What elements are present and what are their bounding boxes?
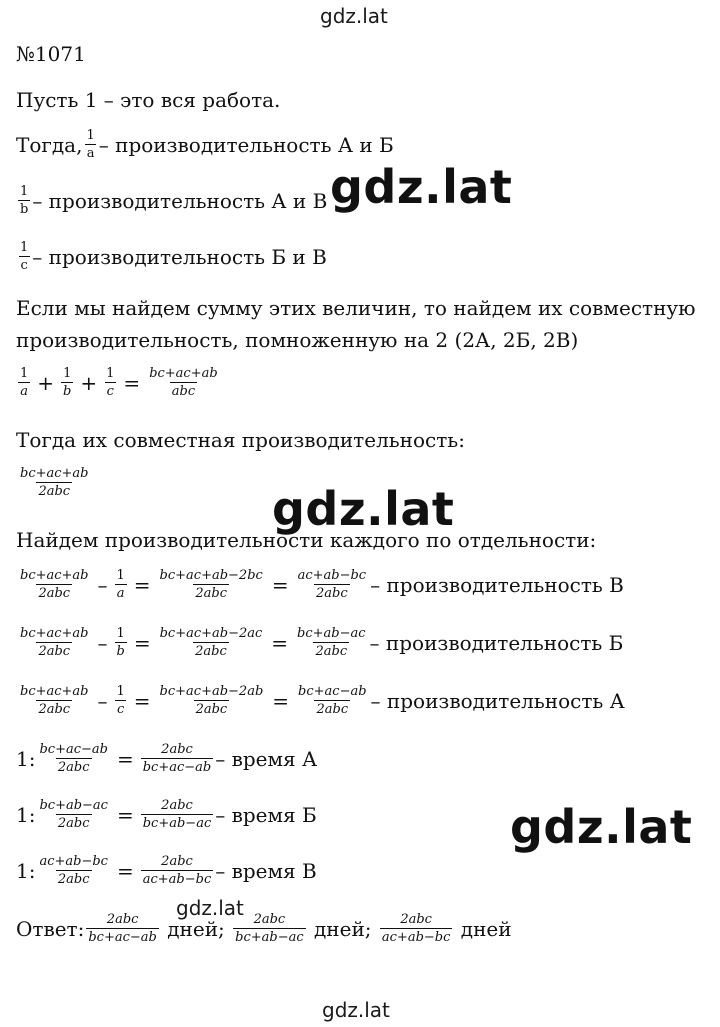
paragraph-line-1: Если мы найдем сумму этих величин, то найдем их совместную bbox=[16, 296, 696, 320]
equals-sign: = bbox=[133, 572, 151, 597]
fraction-numerator: 1 bbox=[20, 240, 29, 255]
fraction-denominator: 2abc bbox=[195, 702, 228, 717]
fraction-denominator: 2abc bbox=[315, 644, 348, 659]
watermark-answer: gdz.lat bbox=[176, 896, 244, 920]
frac-productivity bbox=[37, 854, 110, 887]
fraction-numerator: 2abc bbox=[161, 742, 193, 757]
time-prefix: 1: bbox=[16, 858, 36, 883]
fraction-denominator: ac+ab−bc bbox=[142, 872, 212, 887]
time-row bbox=[16, 854, 317, 887]
sum-fraction-c bbox=[104, 366, 116, 399]
equals-sign: = bbox=[272, 688, 290, 713]
fraction-numerator: 1 bbox=[63, 366, 72, 381]
fraction-numerator: 2abc bbox=[161, 854, 193, 869]
time-label: – время Б bbox=[215, 802, 317, 827]
each-label: Найдем производительности каждого по отдельности: bbox=[16, 528, 597, 552]
equals-sign: = bbox=[116, 858, 134, 883]
fraction-denominator: 2abc bbox=[57, 760, 90, 775]
frac-productivity bbox=[37, 742, 110, 775]
watermark-mid-3: gdz.lat bbox=[510, 800, 693, 854]
answer-fraction-a bbox=[86, 912, 159, 945]
fraction-denominator: ac+ab−bc bbox=[381, 930, 451, 945]
equals-sign: = bbox=[133, 688, 151, 713]
answer-unit: дней; bbox=[307, 916, 378, 941]
time-label: – время А bbox=[215, 746, 318, 771]
fraction-numerator: bc+ac−ab bbox=[298, 684, 367, 699]
joint-fraction-line bbox=[16, 466, 93, 499]
time-row bbox=[16, 742, 317, 775]
fraction-numerator: bc+ac+ab−2bc bbox=[159, 568, 263, 583]
frac-time bbox=[141, 742, 214, 775]
fraction-numerator: bc+ac+ab bbox=[20, 466, 89, 481]
fraction-numerator: ac+ab−bc bbox=[39, 854, 108, 869]
fraction-denominator: bc+ac−ab bbox=[88, 930, 157, 945]
fraction-numerator: 1 bbox=[86, 128, 95, 143]
fraction-numerator: bc+ac+ab bbox=[20, 626, 89, 641]
frac-time bbox=[141, 854, 214, 887]
fraction-denominator: a bbox=[86, 146, 95, 161]
frac-joint bbox=[18, 684, 91, 717]
frac-intermediate bbox=[158, 626, 265, 659]
fraction-numerator: 1 bbox=[20, 366, 29, 381]
fraction-denominator: c bbox=[20, 258, 28, 273]
fraction-numerator: ac+ab−bc bbox=[297, 568, 367, 583]
joint-fraction bbox=[18, 466, 91, 499]
minus-sign: – bbox=[97, 688, 108, 713]
minus-sign: – bbox=[97, 630, 108, 655]
answer-prefix: Ответ: bbox=[16, 916, 85, 941]
fraction-1-over-a bbox=[84, 128, 96, 161]
frac-result bbox=[296, 568, 369, 601]
line3-suffix: – производительность А и В bbox=[32, 188, 328, 213]
answer-unit: дней; bbox=[160, 916, 232, 941]
productivity-row bbox=[16, 684, 625, 717]
fraction-denominator: abc bbox=[171, 384, 196, 399]
fraction-denominator: b bbox=[63, 384, 72, 399]
fraction-denominator: c bbox=[117, 702, 125, 717]
fraction-denominator: bc+ac−ab bbox=[142, 760, 212, 775]
frac-result bbox=[296, 684, 369, 717]
frac-time bbox=[141, 798, 214, 831]
time-label: – время В bbox=[215, 858, 317, 883]
fraction-numerator: 1 bbox=[20, 184, 29, 199]
time-prefix: 1: bbox=[16, 802, 36, 827]
frac-intermediate bbox=[158, 684, 266, 717]
fraction-denominator: 2abc bbox=[38, 702, 71, 717]
fraction-denominator: 2abc bbox=[38, 484, 71, 499]
joint-label: Тогда их совместная производительность: bbox=[16, 428, 465, 452]
fraction-numerator: 2abc bbox=[106, 912, 139, 927]
frac-intermediate bbox=[158, 568, 265, 601]
fraction-denominator: 2abc bbox=[316, 586, 348, 601]
answer-fraction-b bbox=[233, 912, 306, 945]
fraction-denominator: a bbox=[20, 384, 29, 399]
sum-result-fraction bbox=[147, 366, 220, 399]
fraction-numerator: bc+ac−ab bbox=[39, 742, 108, 757]
fraction-denominator: b bbox=[20, 202, 29, 217]
equals-sign: = bbox=[271, 630, 289, 655]
fraction-denominator: c bbox=[106, 384, 114, 399]
answer-unit: дней bbox=[454, 916, 512, 941]
fraction-denominator: a bbox=[116, 586, 125, 601]
frac-result bbox=[295, 626, 368, 659]
plus-sign: + bbox=[37, 370, 55, 395]
fraction-numerator: bc+ac+ab bbox=[20, 568, 89, 583]
sum-fraction-b bbox=[61, 366, 73, 399]
fraction-denominator: b bbox=[116, 644, 125, 659]
line4-suffix: – производительность Б и В bbox=[32, 244, 327, 269]
equals-sign: = bbox=[271, 572, 289, 597]
statement-line-4 bbox=[16, 240, 327, 273]
sum-fraction-a bbox=[18, 366, 30, 399]
fraction-numerator: bc+ab−ac bbox=[39, 798, 108, 813]
fraction-numerator: bc+ac+ab−2ab bbox=[159, 684, 264, 699]
fraction-numerator: bc+ac+ab bbox=[20, 684, 89, 699]
watermark-mid-1: gdz.lat bbox=[330, 160, 513, 214]
answer-fraction-c bbox=[380, 912, 453, 945]
productivity-row bbox=[16, 626, 623, 659]
frac-productivity bbox=[37, 798, 110, 831]
fraction-denominator: 2abc bbox=[195, 586, 227, 601]
frac-single bbox=[115, 684, 127, 717]
equals-sign: = bbox=[123, 370, 141, 395]
statement-line-3 bbox=[16, 184, 327, 217]
time-prefix: 1: bbox=[16, 746, 36, 771]
time-row bbox=[16, 798, 317, 831]
fraction-numerator: 1 bbox=[116, 568, 125, 583]
fraction-numerator: 2abc bbox=[400, 912, 432, 927]
fraction-numerator: 2abc bbox=[161, 798, 193, 813]
frac-joint bbox=[18, 626, 91, 659]
fraction-numerator: 2abc bbox=[253, 912, 286, 927]
problem-number: №1071 bbox=[16, 42, 86, 66]
equals-sign: = bbox=[116, 746, 134, 771]
row-label: – производительность А bbox=[370, 688, 625, 713]
fraction-denominator: 2abc bbox=[316, 702, 349, 717]
fraction-denominator: 2abc bbox=[57, 872, 90, 887]
answer-line bbox=[16, 912, 512, 945]
paragraph-line-2: производительность, помноженную на 2 (2А, 2Б, 2В) bbox=[16, 328, 579, 352]
fraction-numerator: 1 bbox=[116, 626, 125, 641]
fraction-numerator: bc+ac+ab−2ac bbox=[159, 626, 263, 641]
minus-sign: – bbox=[97, 572, 108, 597]
line2-prefix: Тогда, bbox=[16, 132, 83, 157]
fraction-denominator: 2abc bbox=[38, 644, 71, 659]
fraction-numerator: 1 bbox=[116, 684, 125, 699]
fraction-1-over-b bbox=[18, 184, 30, 217]
row-label: – производительность Б bbox=[369, 630, 624, 655]
fraction-denominator: bc+ab−ac bbox=[142, 816, 212, 831]
fraction-denominator: 2abc bbox=[195, 644, 227, 659]
plus-sign: + bbox=[80, 370, 98, 395]
productivity-row bbox=[16, 568, 624, 601]
frac-single bbox=[115, 568, 127, 601]
fraction-numerator: bc+ab−ac bbox=[297, 626, 366, 641]
fraction-numerator: bc+ac+ab bbox=[149, 366, 218, 381]
statement-line-1: Пусть 1 – это вся работа. bbox=[16, 88, 281, 112]
watermark-bottom: gdz.lat bbox=[322, 998, 390, 1022]
fraction-1-over-c bbox=[18, 240, 30, 273]
fraction-numerator: 1 bbox=[106, 366, 115, 381]
sum-equation bbox=[16, 366, 222, 399]
row-label: – производительность В bbox=[370, 572, 624, 597]
statement-line-2 bbox=[16, 128, 394, 161]
fraction-denominator: 2abc bbox=[38, 586, 71, 601]
equals-sign: = bbox=[116, 802, 134, 827]
watermark-top: gdz.lat bbox=[320, 4, 388, 28]
watermark-mid-2: gdz.lat bbox=[272, 482, 455, 536]
equals-sign: = bbox=[133, 630, 151, 655]
fraction-denominator: 2abc bbox=[57, 816, 90, 831]
line2-suffix: – производительность А и Б bbox=[98, 132, 394, 157]
fraction-denominator: bc+ab−ac bbox=[235, 930, 304, 945]
frac-joint bbox=[18, 568, 91, 601]
frac-single bbox=[115, 626, 127, 659]
